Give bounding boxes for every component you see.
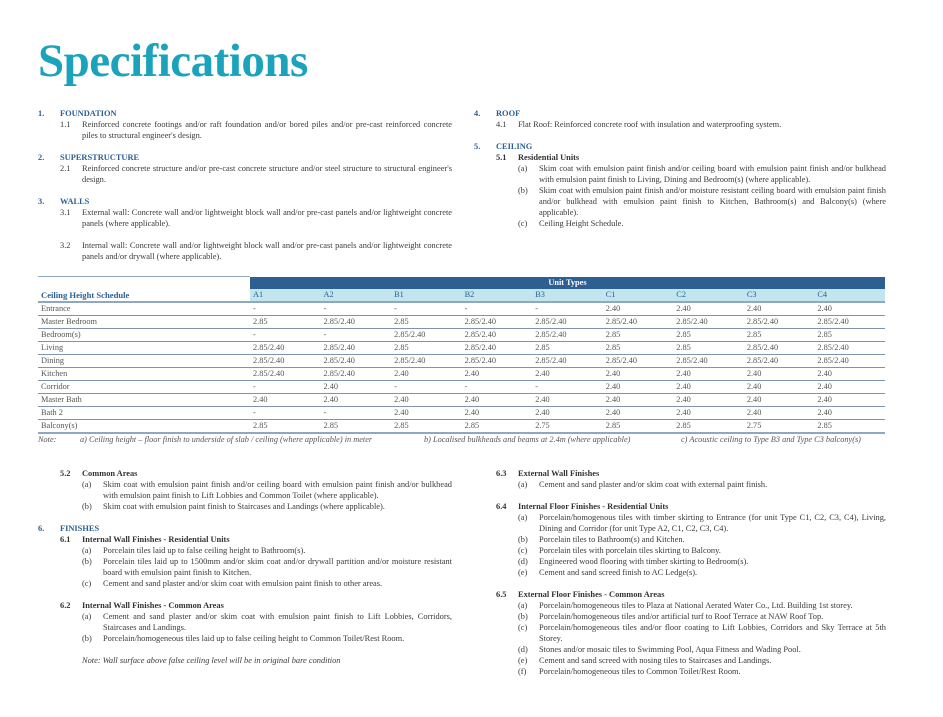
spec-item [38,163,452,185]
item-number: 5.1 [496,153,507,162]
table-header-row [38,289,885,302]
item-text: Porcelain tiles to Bathroom(s) and Kitchen. [539,535,685,544]
item-text: External Wall Finishes [518,469,600,478]
table-row [38,342,885,355]
table-cell: 2.85 [391,420,462,434]
table-cell: 2.40 [391,394,462,407]
item-text: Porcelain/homogeneous tiles laid up to false ceiling height to Common Toilet/Rest Room. [103,634,405,643]
table-row [38,316,885,329]
item-text: Porcelain tiles laid up to 1500mm and/or skim coat and/or drywall partition and/or moisture resistant board with emulsion paint finish to Kitchen. [103,557,452,577]
table-cell: - [532,381,603,394]
section-heading [38,534,452,545]
item-text: Flat Roof: Reinforced concrete roof with insulation and waterproofing system. [518,120,782,129]
item-text: Internal Wall Finishes - Residential Units [82,535,230,544]
item-text: Cement and sand plaster and/or skim coat with emulsion paint finish to Lift Lobbies, Corridors, Staircases and Landings. [103,612,452,632]
spec-item [474,567,886,578]
item-number: (a) [518,513,528,522]
table-cell: 2.75 [532,420,603,434]
table-cell: 2.85/2.40 [744,355,815,368]
item-number: 1. [38,109,45,118]
table-cell: 2.85 [250,316,321,329]
item-number: (e) [518,656,528,665]
table-cell: 2.85 [744,329,815,342]
table-cell: 2.85 [250,420,321,434]
item-text: Stones and/or mosaic tiles to Swimming Pool, Aqua Fitness and Wading Pool. [539,645,801,654]
item-number: (c) [518,219,528,228]
spec-column-bottom-left [38,468,452,666]
item-number: 1.1 [60,120,71,129]
table-cell: 2.40 [391,368,462,381]
row-header: Ceiling Height Schedule [38,289,250,302]
table-cell: 2.40 [532,407,603,420]
table-cell: 2.85/2.40 [462,316,533,329]
spec-item [474,600,886,611]
item-number: 6.3 [496,469,507,478]
item-number: 6.5 [496,590,507,599]
table-cell: 2.85 [462,420,533,434]
table-cell: 2.85/2.40 [814,316,885,329]
row-label: Master Bedroom [38,316,250,329]
item-text: Skim coat with emulsion paint finish to Staircases and Landings (where applicable). [103,502,385,511]
item-text: Porcelain/homogeneous tiles and/or artificial turf to Roof Terrace at NAW Roof Top. [539,612,824,621]
item-number: 6.1 [60,535,71,544]
spec-item [38,479,452,501]
table-cell: 2.85/2.40 [462,329,533,342]
table-cell: 2.85/2.40 [603,355,674,368]
item-text: Porcelain/homogenous tiles with timber skirting to Entrance (for unit Type C1, C2, C3, C4), Living, Dining and Corridor (for unit Type A2, C1, C2, C3, C4). [539,513,886,533]
item-text: Internal Wall Finishes - Common Areas [82,601,224,610]
ceiling-height-schedule-table [38,276,885,434]
table-cell: - [391,381,462,394]
item-number: (d) [518,645,528,654]
column-header-a1: A1 [250,289,321,302]
item-number: 2.1 [60,164,71,173]
spec-item [474,622,886,644]
table-cell: - [250,302,321,316]
item-number: (d) [518,557,528,566]
row-label: Entrance [38,302,250,316]
table-cell: 2.40 [814,394,885,407]
table-cell: 2.85/2.40 [321,316,392,329]
column-header-b1: B1 [391,289,462,302]
band-spacer [38,277,250,290]
section-heading [474,108,886,119]
item-text: Note: Wall surface above false ceiling level will be in original bare condition [82,656,341,665]
table-cell: 2.85 [673,342,744,355]
spec-item [474,479,886,490]
spec-column-top-right [474,108,886,229]
spec-item [38,578,452,589]
table-cell: 2.40 [814,302,885,316]
item-number: (b) [518,612,528,621]
table-cell: 2.85 [814,420,885,434]
note-b: b) Localised bulkheads and beams at 2.4m (where applicable) [424,435,631,444]
table-row [38,420,885,434]
table-cell: 2.40 [673,302,744,316]
table-cell: - [250,329,321,342]
spec-item [474,512,886,534]
table-cell: 2.40 [462,368,533,381]
item-number: (a) [82,546,92,555]
table-row [38,381,885,394]
table-cell: 2.85/2.40 [603,316,674,329]
item-text: Cement and sand plaster and/or skim coat with emulsion paint finish to other areas. [103,579,383,588]
table-cell: 2.85/2.40 [814,342,885,355]
item-number: (e) [518,568,528,577]
item-number: 6.4 [496,502,507,511]
table-cell: 2.85/2.40 [250,368,321,381]
spec-item [474,163,886,185]
table-cell: 2.40 [603,407,674,420]
spec-item [38,501,452,512]
item-number: 3.1 [60,208,71,217]
item-number: 5.2 [60,469,71,478]
table-cell: - [250,407,321,420]
table-cell: 2.40 [744,381,815,394]
table-cell: 2.40 [814,368,885,381]
spec-item [38,207,452,229]
table-cell: 2.40 [744,302,815,316]
column-header-b2: B2 [462,289,533,302]
table-cell: 2.40 [532,394,603,407]
spec-item [474,644,886,655]
table-cell: 2.75 [744,420,815,434]
row-label: Bedroom(s) [38,329,250,342]
item-number: 6. [38,524,45,533]
table-cell: 2.85/2.40 [321,342,392,355]
row-label: Balcony(s) [38,420,250,434]
table-cell: - [321,407,392,420]
table-cell: 2.85/2.40 [462,342,533,355]
column-header-b3: B3 [532,289,603,302]
table-cell: 2.85/2.40 [814,355,885,368]
table-cell: 2.40 [603,381,674,394]
item-number: (c) [518,623,528,632]
section-heading [38,152,452,163]
spec-item [38,119,452,141]
section-heading [474,152,886,163]
item-text: Skim coat with emulsion paint finish and/or ceiling board with emulsion paint finish and/or bulkhead with emulsion paint finish to Living, Dining and Bedroom(s) (where applicable). [539,164,886,184]
table-cell: 2.85/2.40 [673,316,744,329]
spec-item [38,545,452,556]
note-text [38,655,452,666]
unit-types-band [38,277,885,290]
table-cell: 2.85/2.40 [532,316,603,329]
column-header-c1: C1 [603,289,674,302]
note-label: Note: [38,435,57,444]
table-cell: 2.40 [744,368,815,381]
table-cell: 2.40 [603,394,674,407]
table-row [38,394,885,407]
item-text: Skim coat with emulsion paint finish and/or moisture resistant ceiling board with emulsion paint finish and/or bulkhead with emulsion paint finish to Kitchen, Bathroom(s) and Balcony(s) (where applicable). [539,186,886,217]
table-cell: 2.85/2.40 [250,342,321,355]
table-cell: - [321,302,392,316]
table-cell: 2.40 [532,368,603,381]
table-row [38,407,885,420]
table-cell: 2.40 [462,407,533,420]
item-text: Residential Units [518,153,580,162]
table-cell: 2.85/2.40 [744,316,815,329]
table-cell: 2.85/2.40 [250,355,321,368]
item-text: ROOF [496,109,521,118]
spec-item [474,655,886,666]
item-text: SUPERSTRUCTURE [60,153,140,162]
note-c: c) Acoustic ceiling to Type B3 and Type C3 balcony(s) [681,435,861,444]
row-label: Master Bath [38,394,250,407]
spec-item [38,611,452,633]
item-text: Common Areas [82,469,138,478]
section-heading [474,501,886,512]
page-title: Specifications [38,35,308,87]
table-cell: - [532,302,603,316]
item-number: 2. [38,153,45,162]
table-cell: 2.85/2.40 [462,355,533,368]
table-cell: 2.40 [603,368,674,381]
item-number: 3.2 [60,241,71,250]
item-number: (a) [82,480,92,489]
item-number: (a) [82,612,92,621]
section-heading [38,108,452,119]
section-heading [38,523,452,534]
spec-item [474,545,886,556]
table-cell: - [462,302,533,316]
spec-item [474,666,886,677]
table-row [38,302,885,316]
spec-item [474,611,886,622]
table-cell: - [462,381,533,394]
item-text: Porcelain/homogeneous tiles and/or floor coating to Lift Lobbies, Corridors and Sky Terrace at 5th Storey. [539,623,886,643]
table-cell: 2.40 [603,302,674,316]
table-cell: 2.40 [814,381,885,394]
item-number: 4.1 [496,120,507,129]
section-heading [474,141,886,152]
section-heading [474,589,886,600]
table-cell: 2.85 [603,342,674,355]
item-text: Internal Floor Finishes - Residential Units [518,502,669,511]
row-label: Kitchen [38,368,250,381]
table-cell: 2.85/2.40 [391,355,462,368]
table-cell: 2.85/2.40 [673,355,744,368]
item-text: Ceiling Height Schedule. [539,219,624,228]
item-number: 3. [38,197,45,206]
table-cell: 2.40 [321,394,392,407]
section-heading [38,600,452,611]
item-number: (c) [518,546,528,555]
table-cell: 2.40 [673,394,744,407]
item-text: Cement and sand screed with nosing tiles to Staircases and Landings. [539,656,772,665]
section-heading [38,196,452,207]
item-number: 4. [474,109,481,118]
item-number: (f) [518,667,527,676]
spec-column-bottom-right [474,468,886,677]
table-cell: 2.85/2.40 [321,355,392,368]
table-cell: 2.85 [673,329,744,342]
table-cell: 2.85 [603,420,674,434]
item-number: (b) [518,186,528,195]
column-header-a2: A2 [321,289,392,302]
table-cell: 2.85 [673,420,744,434]
item-text: Internal wall: Concrete wall and/or lightweight block wall and/or pre-cast panels and/or lightweight concrete panels and/or drywall (where applicable). [82,241,452,261]
table-cell: 2.85 [603,329,674,342]
item-text: External wall: Concrete wall and/or lightweight block wall and/or pre-cast panels and/or lightweight concrete panels (where applicable). [82,208,452,228]
item-number: (b) [82,557,92,566]
column-header-c2: C2 [673,289,744,302]
spec-item [474,556,886,567]
item-number: (a) [518,601,528,610]
item-text: Skim coat with emulsion paint finish and/or ceiling board with emulsion paint finish and/or bulkhead with emulsion paint finish to Lift Lobbies and Common Toilet (where applicable). [103,480,452,500]
row-label: Bath 2 [38,407,250,420]
item-text: Porcelain tiles laid up to false ceiling height to Bathroom(s). [103,546,306,555]
table-cell: 2.40 [321,381,392,394]
spec-item [38,556,452,578]
table-row [38,355,885,368]
spec-item [474,218,886,229]
row-label: Dining [38,355,250,368]
table-cell: 2.85/2.40 [391,329,462,342]
row-label: Living [38,342,250,355]
item-text: Reinforced concrete footings and/or raft foundation and/or bored piles and/or pre-cast reinforced concrete piles to structural engineer's design. [82,120,452,140]
table-cell: - [250,381,321,394]
spec-item [474,534,886,545]
spec-item [38,240,452,262]
spec-item [474,185,886,218]
item-text: External Floor Finishes - Common Areas [518,590,665,599]
spec-item [474,119,886,130]
item-text: CEILING [496,142,533,151]
spec-column-top-left [38,108,452,262]
table-cell: 2.40 [391,407,462,420]
item-number: 5. [474,142,481,151]
table-cell: 2.85 [321,420,392,434]
item-text: FINISHES [60,524,100,533]
table-cell: 2.85 [391,316,462,329]
item-text: FOUNDATION [60,109,117,118]
table-cell: 2.85/2.40 [744,342,815,355]
table-cell: 2.40 [744,394,815,407]
item-number: (a) [518,480,528,489]
item-text: Porcelain tiles with porcelain tiles skirting to Balcony. [539,546,721,555]
spec-item [38,633,452,644]
table-cell: 2.40 [814,407,885,420]
table-cell: 2.40 [744,407,815,420]
item-number: (a) [518,164,528,173]
table-cell: 2.40 [462,394,533,407]
column-header-c4: C4 [814,289,885,302]
item-number: (b) [82,502,92,511]
item-text: Porcelain/homogeneous tiles to Common Toilet/Rest Room. [539,667,741,676]
item-text: Engineered wood flooring with timber skirting to Bedroom(s). [539,557,749,566]
item-number: 6.2 [60,601,71,610]
table-cell: - [321,329,392,342]
item-text: Cement and sand screed finish to AC Ledge(s). [539,568,698,577]
table-cell: 2.40 [673,381,744,394]
column-header-c3: C3 [744,289,815,302]
item-text: Reinforced concrete structure and/or pre-cast concrete structure and/or steel structure to structural engineer's design. [82,164,452,184]
table-row [38,368,885,381]
table-cell: 2.85/2.40 [532,355,603,368]
item-text: WALLS [60,197,90,206]
unit-types-label: Unit Types [250,277,885,290]
table-cell: 2.40 [673,368,744,381]
table-cell: - [391,302,462,316]
item-text: Cement and sand plaster and/or skim coat with external paint finish. [539,480,768,489]
item-number: (b) [82,634,92,643]
item-number: (b) [518,535,528,544]
table-cell: 2.85 [532,342,603,355]
section-heading [38,468,452,479]
table-cell: 2.85 [814,329,885,342]
item-number: (c) [82,579,92,588]
table-cell: 2.40 [250,394,321,407]
note-a: a) Ceiling height – floor finish to underside of slab / ceiling (where applicable) in meter [80,435,373,444]
row-label: Corridor [38,381,250,394]
table-cell: 2.85/2.40 [321,368,392,381]
table-cell: 2.85/2.40 [532,329,603,342]
table-cell: 2.40 [673,407,744,420]
item-text: Porcelain/homogeneous tiles to Plaza at National Aerated Water Co., Ltd. Building 1st storey. [539,601,853,610]
table-row [38,329,885,342]
section-heading [474,468,886,479]
table-cell: 2.85 [391,342,462,355]
